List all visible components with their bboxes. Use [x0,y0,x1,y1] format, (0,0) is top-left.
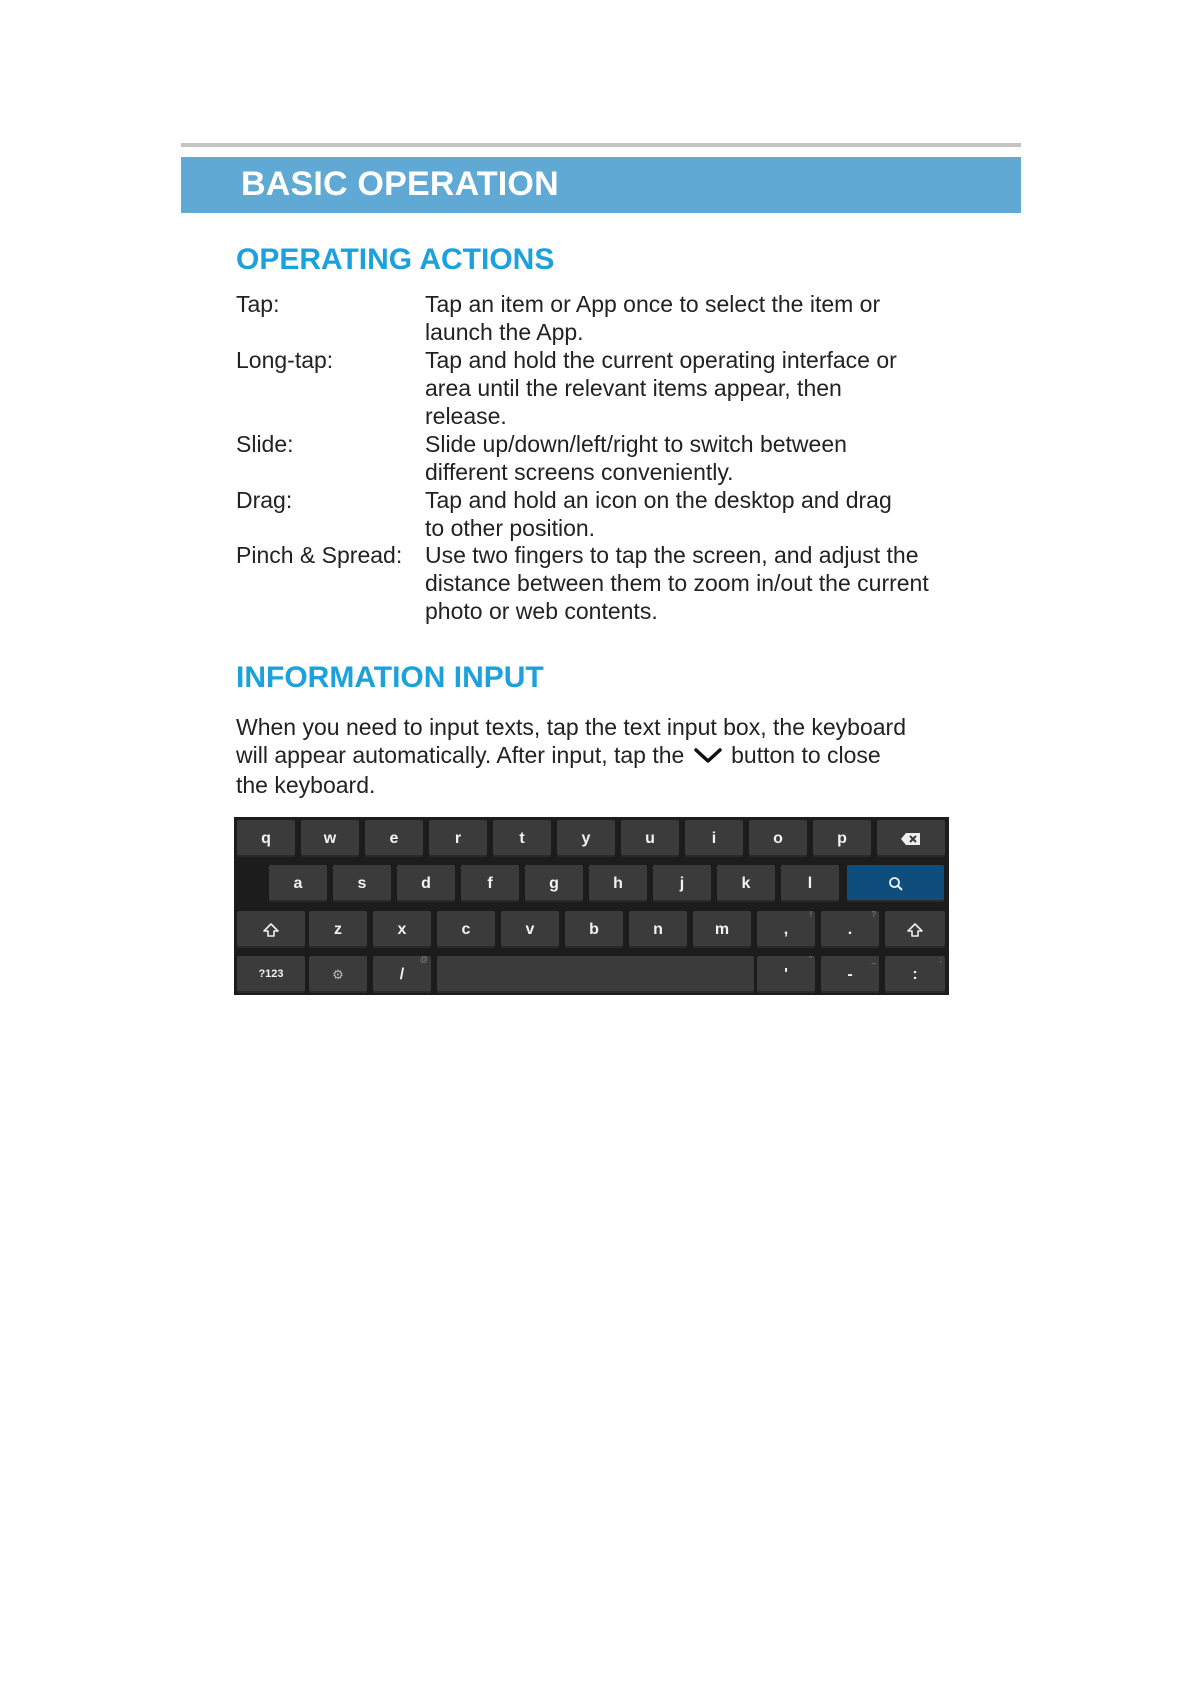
def-line: launch the App. [425,319,584,345]
onscreen-keyboard [234,817,949,995]
para-line-2-after: button to close [731,742,881,768]
settings-key[interactable] [309,956,367,993]
key-y[interactable]: y [557,820,615,857]
key-n[interactable]: n [629,911,687,948]
def-line: to other position. [425,515,596,541]
key-o[interactable]: o [749,820,807,857]
settings-icon: ⚙ [332,967,344,982]
key-c[interactable]: c [437,911,495,948]
key-x[interactable]: x [373,911,431,948]
key-a[interactable]: a [269,865,327,902]
information-input-heading: INFORMATION INPUT [236,661,544,694]
def-line: area until the relevant items appear, then [425,375,842,401]
symbols-key[interactable]: ?123 [237,956,305,993]
key-period-label: . [847,921,853,938]
def-slide [425,430,965,486]
key-dash-hint: _ [871,955,876,964]
shift-key-left[interactable] [237,911,305,948]
key-d[interactable]: d [397,865,455,902]
key-q[interactable]: q [237,820,295,857]
key-period-hint: ? [871,910,876,919]
shift-icon [263,921,279,938]
def-drag [425,486,965,542]
def-line: different screens conveniently. [425,459,734,485]
key-colon[interactable] [885,956,945,993]
def-line: Tap an item or App once to select the item or [425,291,881,317]
key-comma-label: , [783,921,789,938]
shift-icon [907,921,923,938]
key-s[interactable]: s [333,865,391,902]
para-line-1: When you need to input texts, tap the text input box, the keyboard [236,714,906,740]
def-line: photo or web contents. [425,598,658,624]
operating-actions-heading: OPERATING ACTIONS [236,243,555,276]
key-dash-label: - [847,966,853,983]
def-pinch-spread [425,541,965,625]
term-drag: Drag: [236,487,293,513]
key-apostrophe[interactable] [757,956,815,993]
key-h[interactable]: h [589,865,647,902]
para-line-2-before: will appear automatically. After input, tap the [236,742,685,768]
def-line: Tap and hold the current operating interface or [425,347,897,373]
para-line-2 [236,741,956,771]
key-r[interactable]: r [429,820,487,857]
backspace-key[interactable] [877,820,945,857]
key-apostrophe-label: ' [784,966,788,983]
def-line: Tap and hold an icon on the desktop and drag [425,487,892,513]
key-z[interactable]: z [309,911,367,948]
key-k[interactable]: k [717,865,775,902]
def-line: distance between them to zoom in/out the current [425,570,929,596]
key-v[interactable]: v [501,911,559,948]
search-icon [888,875,904,892]
key-t[interactable]: t [493,820,551,857]
term-pinch-spread: Pinch & Spread: [236,542,403,568]
shift-key-right[interactable] [885,911,945,948]
key-comma-hint: ! [809,910,812,919]
key-u[interactable]: u [621,820,679,857]
key-b[interactable]: b [565,911,623,948]
backspace-icon [900,830,922,847]
key-f[interactable]: f [461,865,519,902]
key-apostrophe-hint: " [809,955,812,964]
key-p[interactable]: p [813,820,871,857]
def-tap [425,290,965,346]
key-dash[interactable] [821,956,879,993]
term-slide: Slide: [236,431,294,457]
key-j[interactable]: j [653,865,711,902]
key-m[interactable]: m [693,911,751,948]
banner-title: BASIC OPERATION [241,165,559,203]
key-l[interactable]: l [781,865,839,902]
key-e[interactable]: e [365,820,423,857]
key-period[interactable] [821,911,879,948]
key-w[interactable]: w [301,820,359,857]
key-slash[interactable] [373,956,431,993]
key-slash-hint: @ [419,955,428,964]
key-comma[interactable] [757,911,815,948]
key-colon-hint: ; [939,955,942,964]
def-line: Use two fingers to tap the screen, and adjust the [425,542,919,568]
key-colon-label: : [912,966,918,983]
top-rule [181,143,1021,147]
key-g[interactable]: g [525,865,583,902]
key-slash-label: / [399,966,405,983]
def-long-tap [425,346,965,430]
term-tap: Tap: [236,291,280,317]
search-key[interactable] [847,865,944,902]
key-i[interactable]: i [685,820,743,857]
def-line: release. [425,403,507,429]
information-input-paragraph [236,713,956,799]
section-banner [181,157,1021,213]
term-long-tap: Long-tap: [236,347,334,373]
def-line: Slide up/down/left/right to switch between [425,431,847,457]
chevron-down-icon [693,743,723,771]
para-line-3: the keyboard. [236,771,376,798]
spacebar-key[interactable] [437,956,754,993]
